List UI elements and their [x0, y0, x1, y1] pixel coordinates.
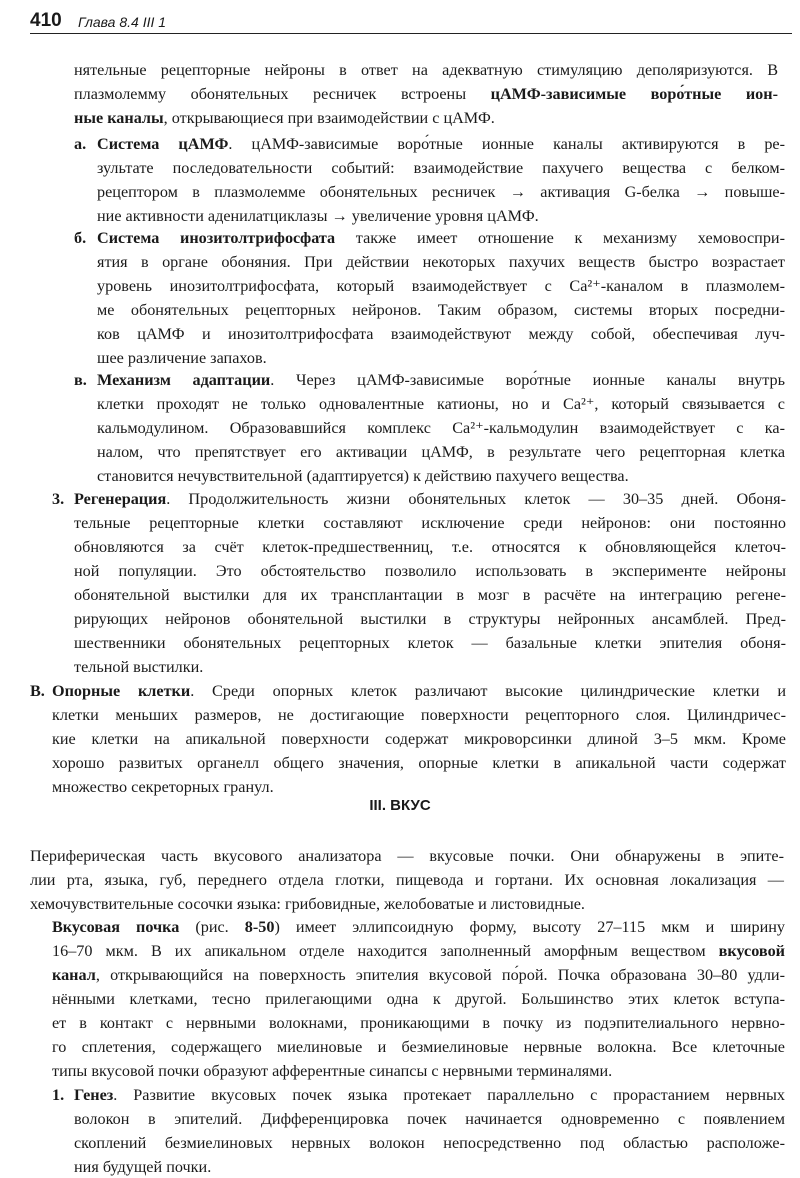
text-line: хорошо развитых органелл общего значения, опорные клетки в апикальной части содержат	[52, 754, 786, 772]
text-line: Система инозитолтрифосфата также имеет отношение к механизму хемовоспри-	[97, 229, 785, 247]
list-marker: В.	[30, 682, 45, 700]
text-line: клетки меньших размеров, не достигающие поверхности рецепторного слоя. Цилиндричес-	[52, 706, 786, 724]
list-marker: 3.	[52, 490, 65, 508]
text-line: налом, что препятствует его активации цАМФ, в результате чего рецепторная клетка	[97, 443, 785, 461]
text-line: Регенерация. Продолжительность жизни обонятельных клеток — 30–35 дней. Обоня-	[74, 490, 786, 508]
text-line: шественники обонятельных рецепторных клеток — базальные клетки эпителия обоня-	[74, 634, 786, 652]
text-line: кальмодулином. Образовавшийся комплекс Ca²⁺-кальмодулин взаимодействует с ка-	[97, 419, 785, 437]
list-marker: 1.	[52, 1086, 65, 1104]
page-number: 410	[30, 10, 62, 31]
text-line: ет в контакт с нервными волокнами, проникающими в почку из подэпителиального нервно-	[52, 1014, 785, 1032]
text-line: ния будущей почки.	[74, 1158, 212, 1176]
text-line: хемочувствительные сосочки языка: грибовидные, желобоватые и листовидные.	[30, 895, 585, 913]
text-line: рирующих нейронов обонятельной выстилки в структуры нейронных ансамблей. Пред-	[74, 610, 786, 628]
text-line: шее различение запахов.	[97, 349, 267, 367]
text-line: зультате последовательности событий: взаимодействие пахучего вещества с белком-	[97, 159, 785, 177]
list-marker: в.	[74, 371, 87, 389]
text-line: кие клетки на апикальной поверхности содержат микроворсинки длиной 3–5 мкм. Кроме	[52, 730, 786, 748]
header-rule	[30, 33, 792, 34]
text-line: плазмолемму обонятельных ресничек встроены цАМФ-зависимые воро́тные ион-	[74, 85, 778, 103]
text-line: ятия в органе обоняния. При действии некоторых пахучих веществ быстро возрастает	[97, 253, 785, 271]
text-line: ков цАМФ и инозитолтрифосфата взаимодействуют между собой, обеспечивая луч-	[97, 325, 785, 343]
list-marker: б.	[74, 229, 87, 247]
text-line: Механизм адаптации. Через цАМФ-зависимые воро́тные ионные каналы внутрь	[97, 371, 785, 389]
text-line: ме обонятельных рецепторных нейронов. Таким образом, системы вторых посредни-	[97, 301, 785, 319]
text-line: множество секреторных гранул.	[52, 778, 274, 796]
running-head: Глава 8.4 III 1	[78, 14, 167, 30]
list-marker: а.	[74, 135, 87, 153]
text-line: Генез. Развитие вкусовых почек языка протекает параллельно с прорастанием нервных	[74, 1086, 785, 1104]
text-line: тельные рецепторные клетки составляют исключение среди нейронов: они постоянно	[74, 514, 786, 532]
text-line: клетки проходят не только одновалентные катионы, но и Ca²⁺, который связывается с	[97, 395, 785, 413]
text-line: нёнными клетками, тесно прилегающими одна к другой. Большинство этих клеток вступа-	[52, 990, 785, 1008]
section-heading: III. ВКУС	[369, 797, 431, 814]
text-line: становится нечувствительной (адаптируется) к действию пахучего вещества.	[97, 467, 629, 485]
text-line: Вкусовая почка (рис. 8-50) имеет эллипсоидную форму, высоту 27–115 мкм и ширину	[52, 918, 785, 936]
text-line: 16–70 мкм. В их апикальном отделе находится заполненный аморфным веществом вкусовой	[52, 942, 785, 960]
text-line: обновляются за счёт клеток-предшественниц, т.е. относятся к обновляющейся клеточ-	[74, 538, 786, 556]
text-line: ные каналы, открывающиеся при взаимодействии с цАМФ.	[74, 109, 495, 127]
text-line: Система цАМФ. цАМФ-зависимые воро́тные ионные каналы активируются в ре-	[97, 135, 785, 153]
text-line: волокон в эпителий. Дифференцировка почек начинается одновременно с появлением	[74, 1110, 785, 1128]
text-line: го сплетения, содержащего миелиновые и безмиелиновые нервные волокна. Все клеточные	[52, 1038, 785, 1056]
text-line: Периферическая часть вкусового анализатора — вкусовые почки. Они обнаружены в эпите-	[30, 847, 784, 865]
text-line: типы вкусовой почки образуют афферентные синапсы с нервными терминалями.	[52, 1062, 613, 1080]
text-line: ние активности аденилатциклазы → увеличение уровня цАМФ.	[97, 207, 539, 225]
text-line: скоплений безмиелиновых нервных волокон непосредственно под областью расположе-	[74, 1134, 785, 1152]
text-line: рецептором в плазмолемме обонятельных ресничек → активация G-белка → повыше-	[97, 183, 785, 201]
text-line: уровень инозитолтрифосфата, который взаимодействует с Ca²⁺-каналом в плазмолем-	[97, 277, 785, 295]
text-line: Опорные клетки. Среди опорных клеток различают высокие цилиндрические клетки и	[52, 682, 786, 700]
text-line: тельной выстилки.	[74, 658, 204, 676]
text-line: лии рта, языка, губ, переднего отдела глотки, пищевода и гортани. Их основная локализация —	[30, 871, 784, 889]
page-header	[30, 8, 790, 34]
text-line: обонятельной выстилки для их трансплантации в мозг в расчёте на интеграцию регене-	[74, 586, 786, 604]
text-line: ной популяции. Это обстоятельство позволило использовать в эксперименте нейроны	[74, 562, 786, 580]
text-line: нятельные рецепторные нейроны в ответ на адекватную стимуляцию деполяризуются. В	[74, 61, 778, 79]
text-line: канал, открывающийся на поверхность эпителия вкусовой по́рой. Почка образована 30–80 удли-	[52, 966, 785, 984]
